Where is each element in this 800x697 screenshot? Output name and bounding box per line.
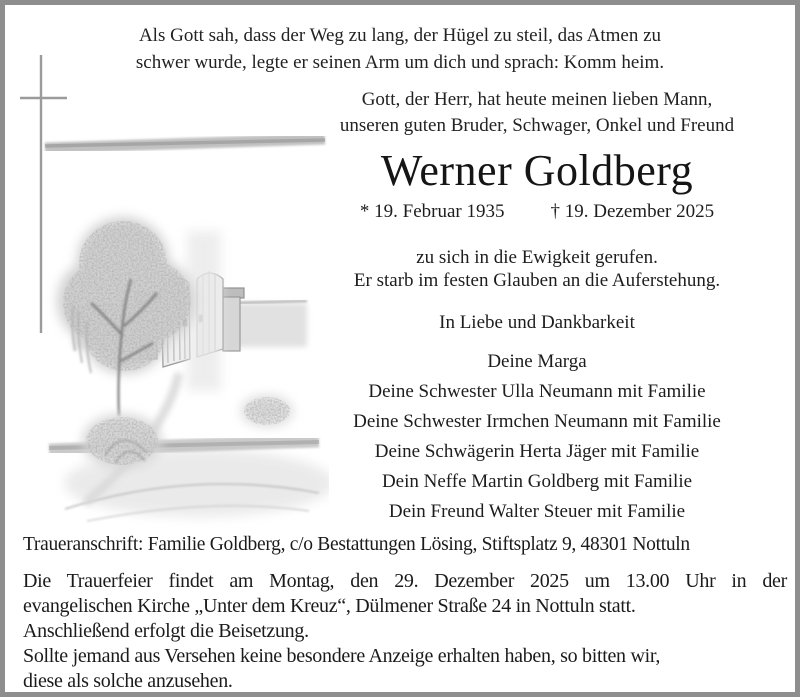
- mourning-address: Traueranschrift: Familie Goldberg, c/o Bestattungen Lösing, Stiftsplatz 9, 48301 Nottuln: [23, 534, 690, 555]
- mourner-line: Deine Marga: [487, 351, 587, 372]
- mourner-line: Deine Schwägerin Herta Jäger mit Familie: [374, 441, 700, 462]
- intro-line: unseren guten Bruder, Schwager, Onkel und Freund: [339, 115, 735, 136]
- gratitude-line: In Liebe und Dankbarkeit: [439, 312, 635, 333]
- life-dates: [303, 201, 771, 223]
- birth-date: * 19. Februar 1935: [359, 201, 505, 222]
- announcement-column: [303, 87, 771, 533]
- funeral-details: [23, 569, 787, 694]
- memorial-cross-icon: [17, 51, 79, 343]
- called-line: zu sich in die Ewigkeit gerufen.: [416, 247, 658, 268]
- mourner-line: Dein Neffe Martin Goldberg mit Familie: [381, 471, 693, 492]
- mourners-list: [303, 353, 771, 521]
- called-to-eternity: [303, 246, 771, 292]
- announcement-intro: [303, 87, 771, 139]
- funeral-line: evangelischen Kirche „Unter dem Kreuz“, Dülmener Straße 24 in Nottuln statt.: [23, 595, 636, 617]
- verse-line: Als Gott sah, dass der Weg zu lang, der Hügel zu steil, das Atmen zu: [138, 25, 662, 46]
- note-line: Sollte jemand aus Versehen keine besondere Anzeige erhalten haben, so bitten wir,: [23, 645, 661, 667]
- death-date: † 19. Dezember 2025: [550, 201, 715, 222]
- intro-line: Gott, der Herr, hat heute meinen lieben Mann,: [361, 89, 713, 110]
- footer-block: [23, 534, 787, 694]
- mourner-line: Deine Schwester Ulla Neumann mit Familie: [368, 381, 706, 402]
- verse-line: schwer wurde, legte er seinen Arm um dich und sprach: Komm heim.: [135, 52, 665, 73]
- garden-gate-illustration: [27, 111, 329, 535]
- note-line: diese als solche anzusehen.: [23, 670, 233, 692]
- funeral-line: Die Trauerfeier findet am Montag, den 29. Dezember 2025 um 13.00 Uhr in der: [23, 570, 787, 592]
- opening-verse: [5, 22, 795, 76]
- burial-line: Anschließend erfolgt die Beisetzung.: [23, 620, 309, 642]
- called-line: Er starb im festen Glauben an die Auferstehung.: [353, 270, 721, 291]
- deceased-name: Werner Goldberg: [380, 146, 694, 195]
- mourner-line: Dein Freund Walter Steuer mit Familie: [388, 501, 686, 522]
- mourner-line: Deine Schwester Irmchen Neumann mit Familie: [353, 411, 721, 432]
